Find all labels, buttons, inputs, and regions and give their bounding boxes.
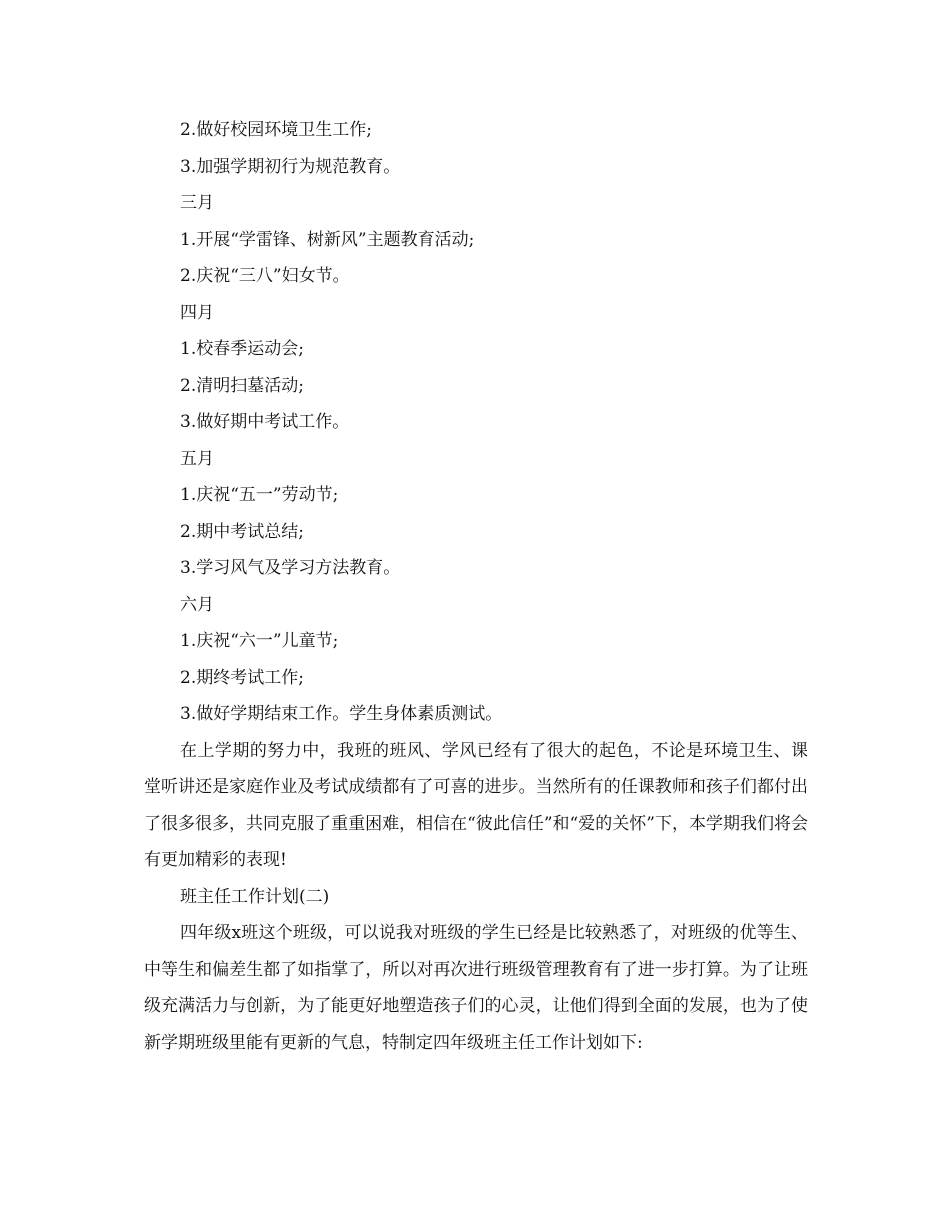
list-item: 2.期终考试工作;	[180, 667, 304, 688]
list-item: 3.做好期中考试工作。	[180, 412, 350, 432]
month-heading-april: 四月	[180, 302, 214, 323]
list-item: 1.庆祝“六一”儿童节;	[180, 631, 339, 651]
list-item: 1.校春季运动会;	[180, 339, 304, 359]
list-item: 2.期中考试总结;	[180, 521, 304, 542]
summary-paragraph: 在上学期的努力中，我班的班风、学风已经有了很大的起色，不论是环境卫生、课堂听讲还是家庭作业及考试成绩都有了可喜的进步。当然所有的任课教师和孩子们都付出了很多很多，共同克服了重重困难，相信在“彼此信任”和“爱的关怀”下，本学期我们将会有更加精彩的表现!	[144, 740, 808, 870]
month-heading-march: 三月	[180, 193, 214, 213]
list-item: 3.学习风气及学习方法教育。	[180, 558, 401, 578]
month-heading-may: 五月	[180, 448, 214, 469]
list-item: 3.做好学期结束工作。学生身体素质测试。	[180, 704, 503, 724]
section-heading: 班主任工作计划(二)	[180, 886, 330, 907]
intro-paragraph: 四年级x班这个班级，可以说我对班级的学生已经是比较熟悉了，对班级的优等生、中等生和偏差生都了如指掌了，所以对再次进行班级管理教育有了进一步打算。为了让班级充满活力与创新，为了能更好地塑造孩子们的心灵，让他们得到全面的发展，也为了使新学期班级里能有更新的气息，特制定四年级班主任工作计划如下:	[144, 923, 808, 1053]
list-item: 1.开展“学雷锋、树新风”主题教育活动;	[180, 229, 475, 250]
month-heading-june: 六月	[180, 594, 214, 615]
list-item: 1.庆祝“五一”劳动节;	[180, 485, 339, 505]
list-item: 2.庆祝“三八”妇女节。	[180, 266, 350, 286]
list-item: 3.加强学期初行为规范教育。	[180, 156, 401, 177]
list-item: 2.做好校园环境卫生工作;	[180, 120, 372, 140]
list-item: 2.清明扫墓活动;	[180, 375, 304, 396]
document-body	[144, 112, 808, 1061]
